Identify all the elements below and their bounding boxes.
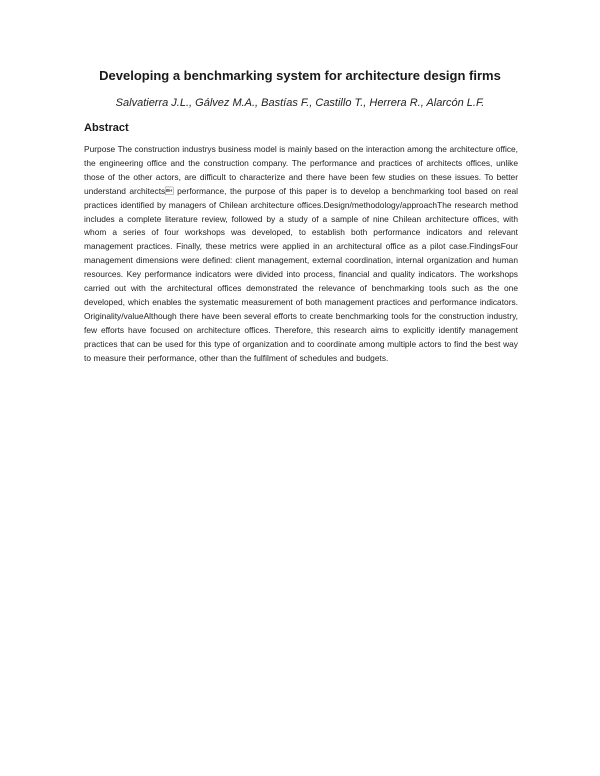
paper-title: Developing a benchmarking system for architecture design firms xyxy=(99,68,501,83)
paper-authors: Salvatierra J.L., Gálvez M.A., Bastías F., Castillo T., Herrera R., Alarcón L.F. xyxy=(115,97,485,109)
abstract-heading: Abstract xyxy=(84,122,129,134)
abstract-body: Purpose The construction industrys business model is mainly based on the interaction among the architecture office, the engineering office and the construction company. The performance and practices of architects offices, unlike those of the other actors, are difficult to characterize and there have been few studies on these issues. To better understand architects performance, the purpose of this paper is to develop a benchmarking tool based on real practices identified by managers of Chilean architecture offices.Design/methodology/approachThe research method includes a complete literature review, followed by a study of a sample of nine Chilean architecture offices, with whom a series of four workshops was developed, to establish both performance indicators and relevant management practices. Finally, these metrics were applied in an architectural office as a pilot case.FindingsFour management dimensions were defined: client management, external coordination, internal organization and human resources. Key performance indicators were divided into process, financial and quality indicators. The workshops carried out with the architectural offices demonstrated the relevance of benchmarking tools such as the one developed, which enables the systematic measurement of both management practices and performance indicators. Originality/valueAlthough there have been several efforts to create benchmarking tools for the construction industry, few efforts have focused on architecture offices. Therefore, this research aims to explicitly identify management practices that can be used for this type of organization and to coordinate among multiple actors to find the best way to measure their performance, other than the fulfilment of schedules and budgets. xyxy=(84,144,518,363)
